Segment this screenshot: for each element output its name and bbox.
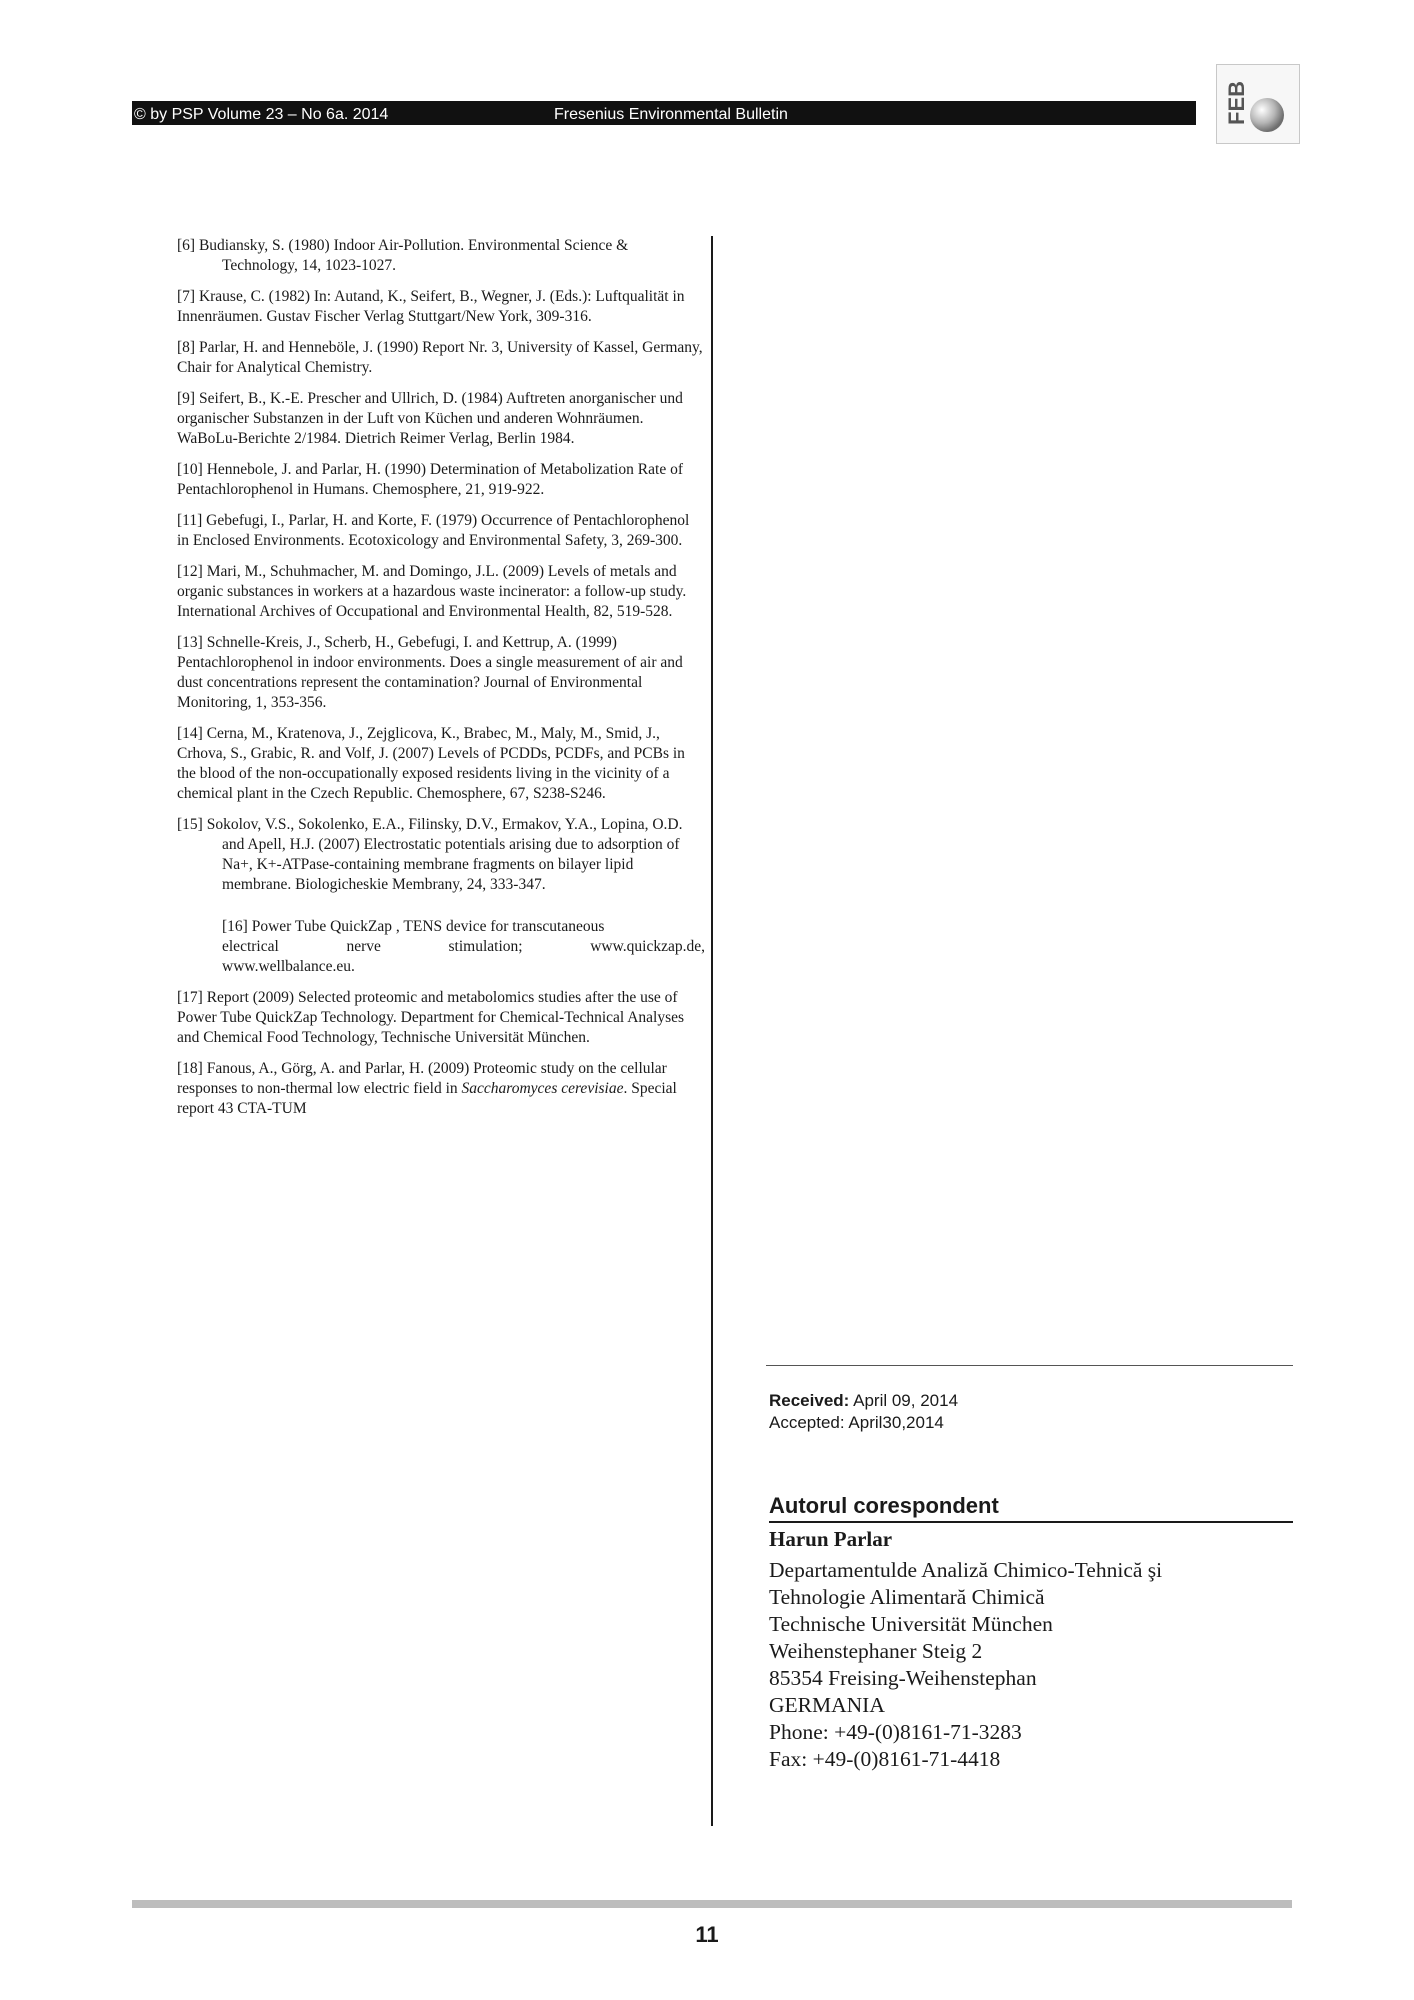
journal-volume: © by PSP Volume 23 – No 6a. 2014 — [134, 106, 389, 123]
reference-link[interactable]: www.quickzap.de, — [590, 938, 705, 955]
reference-item: [12] Mari, M., Schuhmacher, M. and Domingo, J.L. (2009) Levels of metals and organic substances in workers at a hazardous waste incinerator: a follow-up study. International Archives of Occupational and Environmental Health, 82, 519-528. — [177, 563, 687, 620]
address-line: 85354 Freising-Weihenstephan — [769, 1666, 1037, 1690]
feb-logo — [1216, 64, 1300, 144]
reference-item: [10] Hennebole, J. and Parlar, H. (1990) Determination of Metabolization Rate of Pentachlorophenol in Humans. Chemosphere, 21, 919-922. — [177, 461, 683, 498]
fax-line: Fax: +49-(0)8161-71-4418 — [769, 1747, 1001, 1771]
page-number: 11 — [695, 1922, 719, 1947]
reference-word: electrical — [222, 938, 279, 955]
correspondence-name: Harun Parlar — [769, 1527, 893, 1551]
reference-link[interactable]: www.wellbalance.eu. — [222, 958, 355, 975]
reference-justified-line — [222, 937, 705, 957]
address-line: GERMANIA — [769, 1693, 885, 1717]
received-label: Received: — [769, 1391, 850, 1410]
footer-bar — [132, 1900, 1292, 1908]
sphere-icon — [1250, 98, 1284, 132]
journal-title: Fresenius Environmental Bulletin — [554, 106, 788, 123]
reference-line: [16] Power Tube QuickZap , TENS device for transcutaneous — [222, 918, 605, 935]
reference-item — [177, 1059, 705, 1119]
received-date: April 09, 2014 — [853, 1391, 959, 1410]
address-line: Weihenstephaner Steig 2 — [769, 1639, 983, 1663]
logo-text: FEB — [1224, 81, 1249, 125]
column-divider — [711, 236, 713, 1826]
correspondence-address — [769, 1557, 1162, 1773]
address-line: Departamentulde Analiză Chimico-Tehnică şi — [769, 1558, 1163, 1582]
accepted-date: April30,2014 — [848, 1413, 944, 1432]
reference-item: [17] Report (2009) Selected proteomic and metabolomics studies after the use of Power Tube QuickZap Technology. Department for Chemical-Technical Analyses and Chemical Food Technology, Technische Universität München. — [177, 989, 685, 1046]
reference-tail: . Special report 43 CTA-TUM — [177, 1080, 677, 1117]
phone-line: Phone: +49-(0)8161-71-3283 — [769, 1720, 1022, 1744]
reference-species: Saccharomyces cerevisiae — [461, 1080, 624, 1097]
reference-list — [177, 236, 705, 1130]
reference-item — [177, 917, 705, 977]
reference-item: [11] Gebefugi, I., Parlar, H. and Korte, F. (1979) Occurrence of Pentachlorophenol in Enclosed Environments. Ecotoxicology and Environmental Safety, 3, 269-300. — [177, 512, 690, 549]
reference-item: [9] Seifert, B., K.-E. Prescher and Ullrich, D. (1984) Auftreten anorganischer und organischer Substanzen in der Luft von Küchen und anderen Wohnräumen. WaBoLu-Berichte 2/1984. Dietrich Reimer Verlag, Berlin 1984. — [177, 390, 683, 447]
reference-word: stimulation; — [448, 938, 523, 955]
address-line: Tehnologie Alimentară Chimică — [769, 1585, 1045, 1609]
reference-text: [18] Fanous, A., Görg, A. and Parlar, H. (2009) Proteomic study on the cellular responses to non-thermal low electric field in — [177, 1060, 667, 1097]
reference-item: [13] Schnelle-Kreis, J., Scherb, H., Gebefugi, I. and Kettrup, A. (1999) Pentachlorophenol in indoor environments. Does a single measurement of air and dust concentrations represent the contamination? Journal of Environmental Monitoring, 1, 353-356. — [177, 634, 683, 711]
reference-item: [8] Parlar, H. and Henneböle, J. (1990) Report Nr. 3, University of Kassel, Germany, Chair for Analytical Chemistry. — [177, 339, 703, 376]
reference-item: [7] Krause, C. (1982) In: Autand, K., Seifert, B., Wegner, J. (Eds.): Luftqualität in Innenräumen. Gustav Fischer Verlag Stuttgart/New York, 309-316. — [177, 288, 685, 325]
reference-word: nerve — [346, 938, 381, 955]
reference-item: [14] Cerna, M., Kratenova, J., Zejglicova, K., Brabec, M., Maly, M., Smid, J., Crhova, S., Grabic, R. and Volf, J. (2007) Levels of PCDDs, PCDFs, and PCBs in the blood of the non-occupationally exposed residents living in the vicinity of a chemical plant in the Czech Republic. Chemosphere, 67, S238-S246. — [177, 725, 685, 802]
correspondence-title: Autorul corespondent — [769, 1493, 1293, 1523]
address-line: Technische Universität München — [769, 1612, 1053, 1636]
reference-item: [15] Sokolov, V.S., Sokolenko, E.A., Filinsky, D.V., Ermakov, Y.A., Lopina, O.D. and Apell, H.J. (2007) Electrostatic potentials arising due to adsorption of Na+, K+-ATPase-containing membrane fragments on bilayer lipid membrane. Biologicheskie Membrany, 24, 333-347. — [177, 816, 683, 893]
accepted-label: Accepted: — [769, 1413, 845, 1432]
info-rule — [766, 1365, 1293, 1366]
article-dates — [769, 1390, 958, 1434]
reference-item: [6] Budiansky, S. (1980) Indoor Air-Pollution. Environmental Science & Technology, 14, 1023-1027. — [177, 237, 629, 274]
